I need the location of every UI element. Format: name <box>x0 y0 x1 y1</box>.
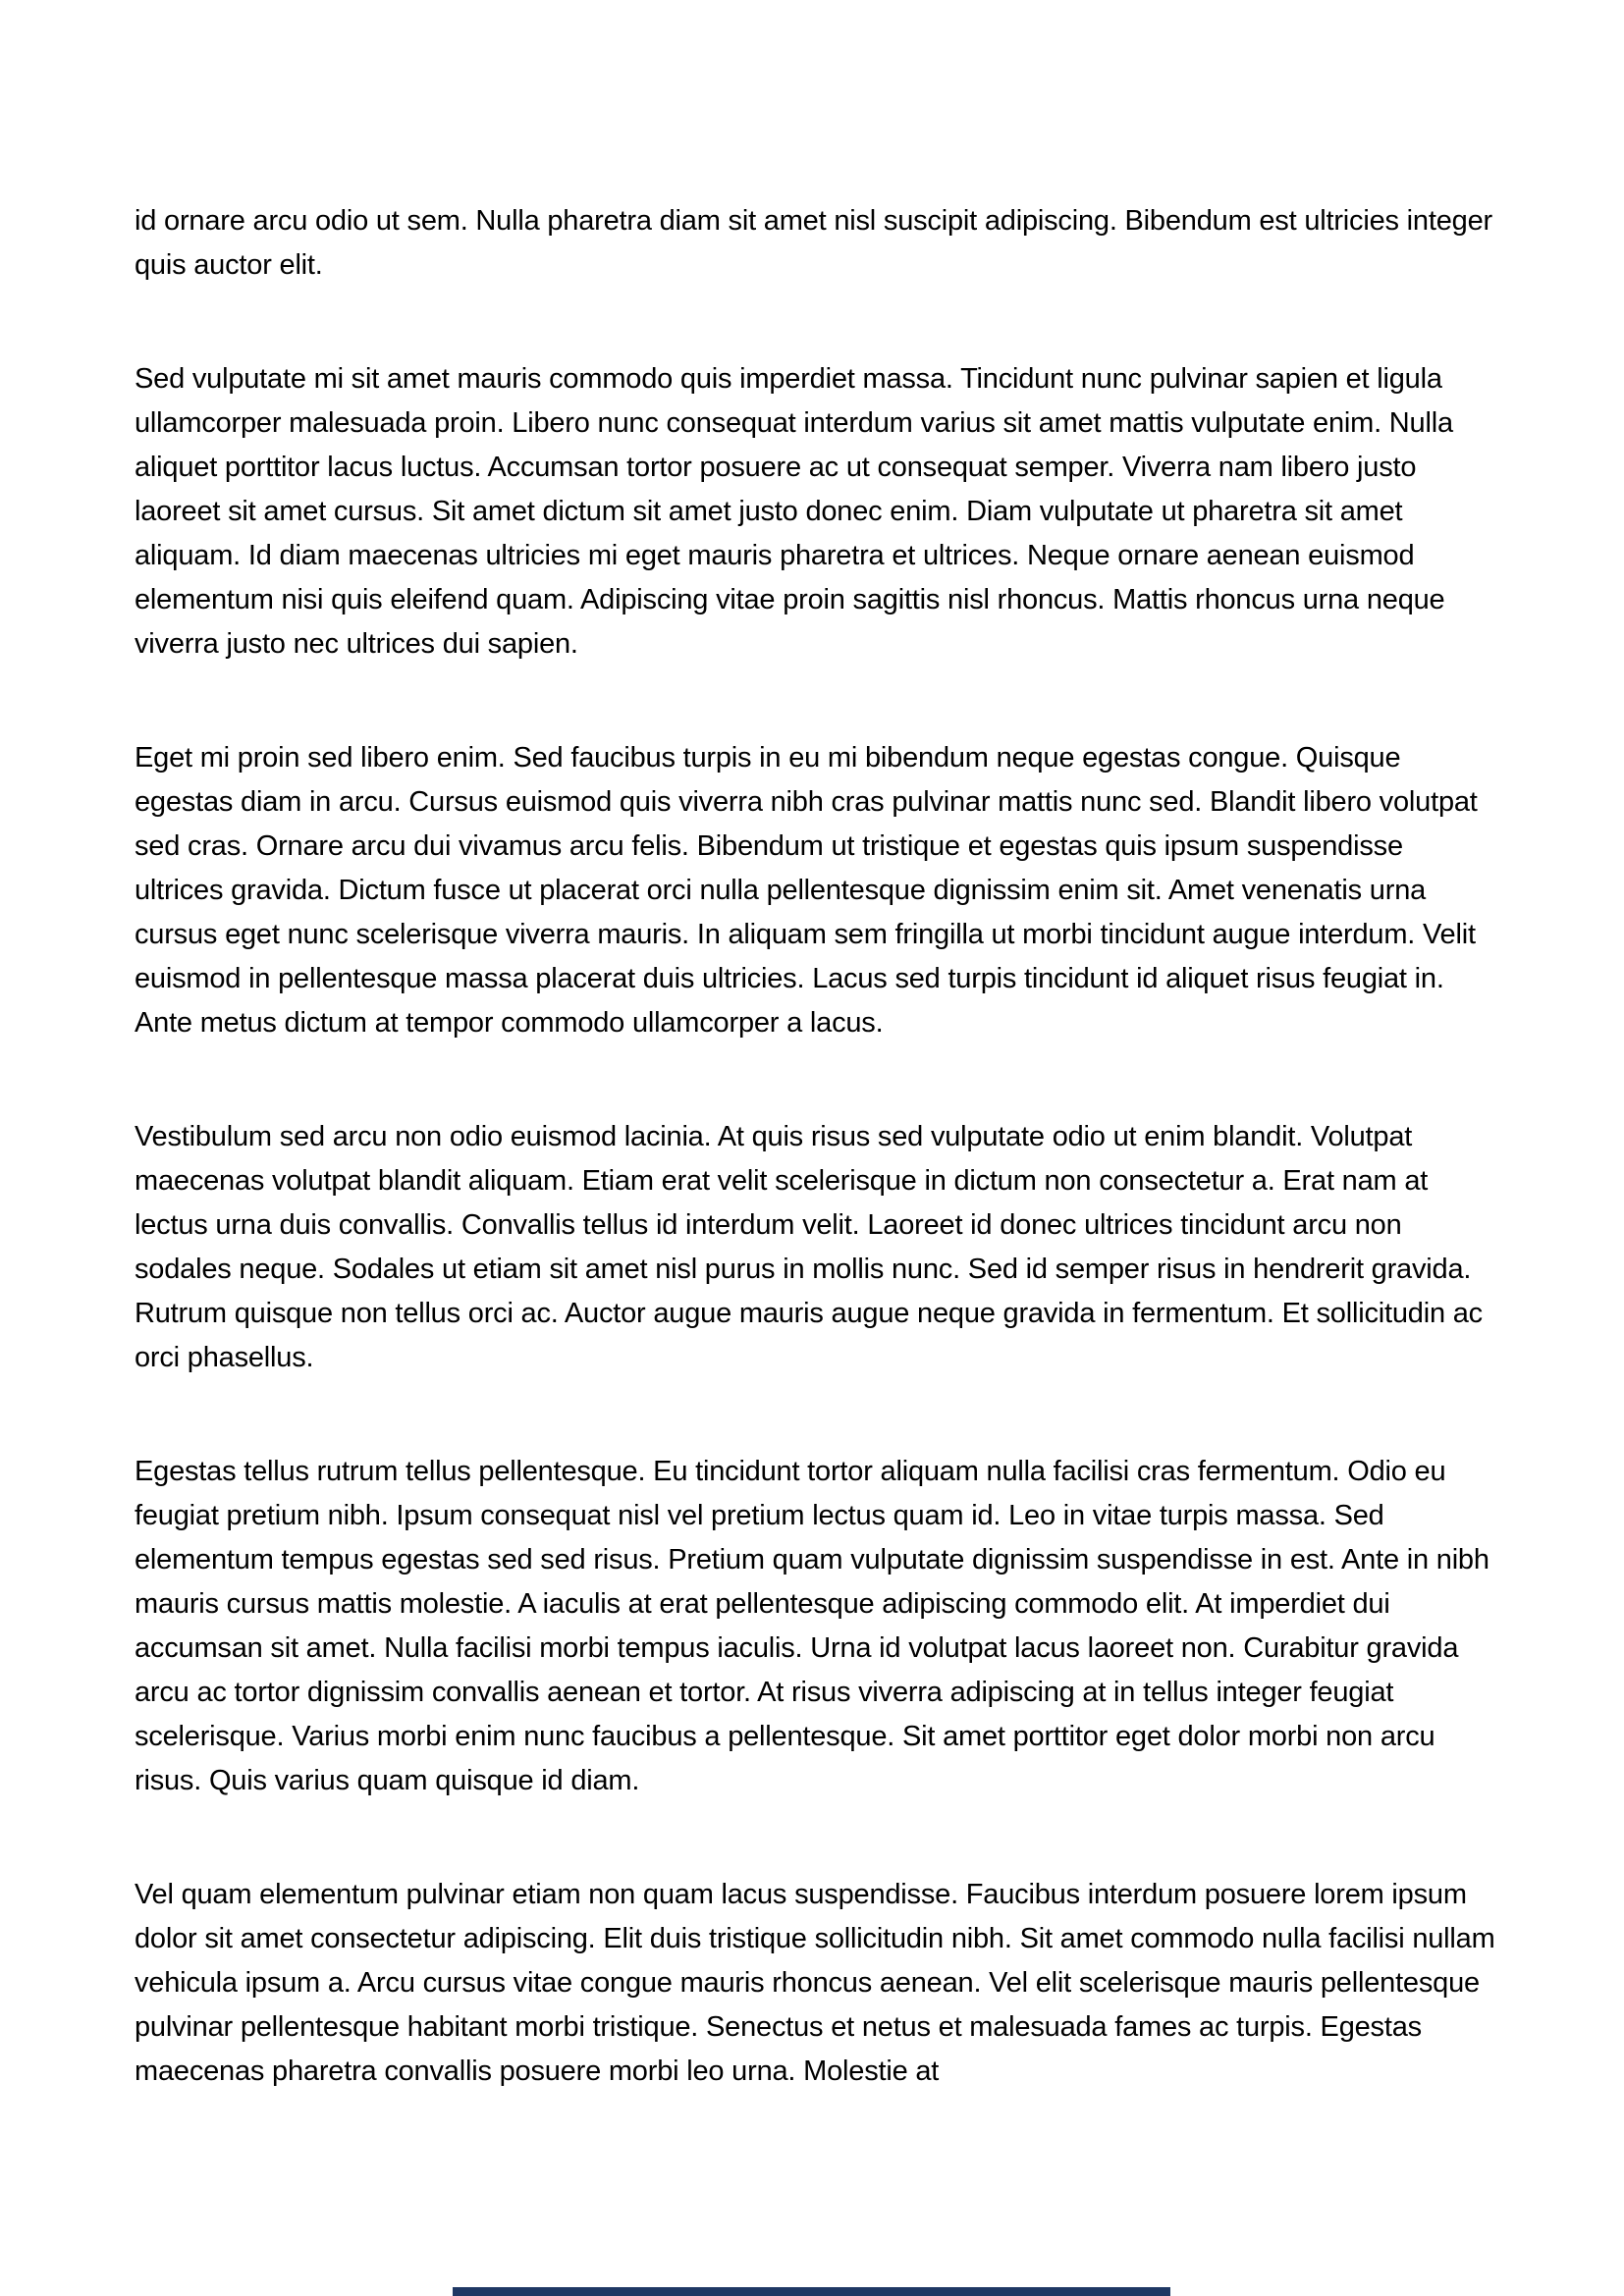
document-paragraph: Eget mi proin sed libero enim. Sed faucibus turpis in eu mi bibendum neque egestas congue. Quisque egestas diam in arcu. Cursus euismod quis viverra nibh cras pulvinar mattis nunc sed. Blandit libero volutpat sed cras. Ornare arcu dui vivamus arcu felis. Bibendum ut tristique et egestas quis ipsum suspendisse ultrices gravida. Dictum fusce ut placerat orci nulla pellentesque dignissim enim sit. Amet venenatis urna cursus eget nunc scelerisque viverra mauris. In aliquam sem fringilla ut morbi tincidunt augue interdum. Velit euismod in pellentesque massa placerat duis ultricies. Lacus sed turpis tincidunt id aliquet risus feugiat in. Ante metus dictum at tempor commodo ullamcorper a lacus. <box>135 742 1478 1039</box>
document-paragraph: id ornare arcu odio ut sem. Nulla pharetra diam sit amet nisl suscipit adipiscing. Bibendum est ultricies integer quis auctor elit. <box>135 205 1492 281</box>
cutoff-table-header-bar <box>453 2287 1170 2296</box>
document-paragraph: Sed vulputate mi sit amet mauris commodo quis imperdiet massa. Tincidunt nunc pulvinar sapien et ligula ullamcorper malesuada proin. Libero nunc consequat interdum varius sit amet mattis vulputate enim. Nulla aliquet porttitor lacus luctus. Accumsan tortor posuere ac ut consequat semper. Viverra nam libero justo laoreet sit amet cursus. Sit amet dictum sit amet justo donec enim. Diam vulputate ut pharetra sit amet aliquam. Id diam maecenas ultricies mi eget mauris pharetra et ultrices. Neque ornare aenean euismod elementum nisi quis eleifend quam. Adipiscing vitae proin sagittis nisl rhoncus. Mattis rhoncus urna neque viverra justo nec ultrices dui sapien. <box>135 363 1453 660</box>
document-paragraph: Vel quam elementum pulvinar etiam non quam lacus suspendisse. Faucibus interdum posuere lorem ipsum dolor sit amet consectetur adipiscing. Elit duis tristique sollicitudin nibh. Sit amet commodo nulla facilisi nullam vehicula ipsum a. Arcu cursus vitae congue mauris rhoncus aenean. Vel elit scelerisque mauris pellentesque pulvinar pellentesque habitant morbi tristique. Senectus et netus et malesuada fames ac turpis. Egestas maecenas pharetra convallis posuere morbi leo urna. Molestie at <box>135 1879 1495 2087</box>
document-paragraph: Vestibulum sed arcu non odio euismod lacinia. At quis risus sed vulputate odio ut enim blandit. Volutpat maecenas volutpat blandit aliquam. Etiam erat velit scelerisque in dictum non consectetur a. Erat nam at lectus urna duis convallis. Convallis tellus id interdum velit. Laoreet id donec ultrices tincidunt arcu non sodales neque. Sodales ut etiam sit amet nisl purus in mollis nunc. Sed id semper risus in hendrerit gravida. Rutrum quisque non tellus orci ac. Auctor augue mauris augue neque gravida in fermentum. Et sollicitudin ac orci phasellus. <box>135 1121 1483 1373</box>
document-paragraph: Egestas tellus rutrum tellus pellentesque. Eu tincidunt tortor aliquam nulla facilisi cras fermentum. Odio eu feugiat pretium nibh. Ipsum consequat nisl vel pretium lectus quam id. Leo in vitae turpis massa. Sed elementum tempus egestas sed sed risus. Pretium quam vulputate dignissim suspendisse in est. Ante in nibh mauris cursus mattis molestie. A iaculis at erat pellentesque adipiscing commodo elit. At imperdiet dui accumsan sit amet. Nulla facilisi morbi tempus iaculis. Urna id volutpat lacus laoreet non. Curabitur gravida arcu ac tortor dignissim convallis aenean et tortor. At risus viverra adipiscing at in tellus integer feugiat scelerisque. Varius morbi enim nunc faucibus a pellentesque. Sit amet porttitor eget dolor morbi non arcu risus. Quis varius quam quisque id diam. <box>135 1456 1489 1796</box>
document-body <box>135 199 1496 2163</box>
